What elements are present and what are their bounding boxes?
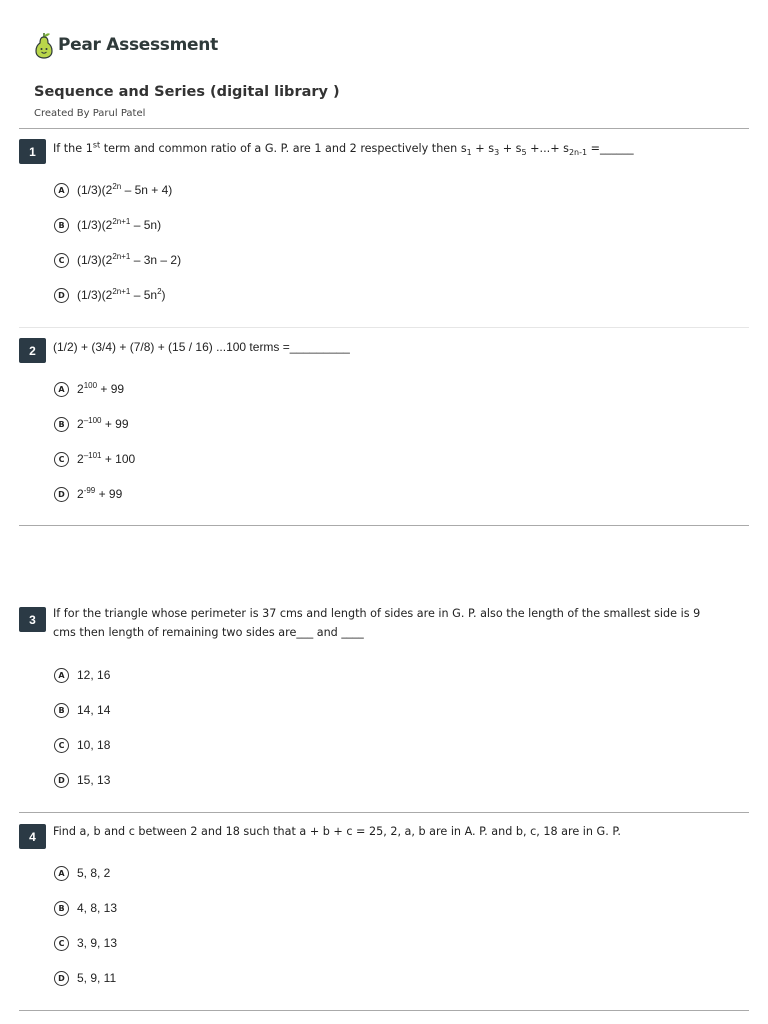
answer-option[interactable] <box>54 216 161 234</box>
option-letter-badge: B <box>54 218 69 233</box>
option-text: $2^{-100} + 99$ <box>77 416 129 431</box>
question-number: 2 <box>19 338 46 363</box>
question-number: 4 <box>19 824 46 849</box>
option-letter-badge: A <box>54 866 69 881</box>
option-letter-badge: D <box>54 773 69 788</box>
answer-option[interactable] <box>54 380 124 398</box>
option-text: 3, 9, 13 <box>77 936 118 950</box>
answer-option[interactable] <box>54 864 110 882</box>
option-text: $(1/3)(2^{2n+1} - 5n^2)$ <box>77 287 166 302</box>
document-title: Sequence and Series (digital library ) <box>34 84 340 100</box>
answer-option[interactable] <box>54 736 110 754</box>
answer-option[interactable] <box>54 969 116 987</box>
pear-icon <box>34 31 54 59</box>
answer-option[interactable] <box>54 485 122 503</box>
question-text: (1/2) + (3/4) + (7/8) + (15 / 16) ...100 terms =_________ <box>53 340 350 354</box>
option-text: 4, 8, 13 <box>77 901 118 915</box>
document-creator: Created By Parul Patel <box>34 108 146 119</box>
option-text: 5, 9, 11 <box>77 971 117 985</box>
option-letter-badge: A <box>54 183 69 198</box>
answer-option[interactable] <box>54 450 135 468</box>
option-text: $2^{-101} + 100$ <box>77 451 136 466</box>
option-text: 5, 8, 2 <box>77 866 111 880</box>
option-text: $(1/3)(2^{2n+1} - 5n)$ <box>77 217 162 232</box>
question-text: Find a, b and c between 2 and 18 such that a + b + c = 25, 2, a, b are in A. P. and b, c, 18 are in G. P. <box>53 825 621 838</box>
option-letter-badge: A <box>54 382 69 397</box>
option-letter-badge: C <box>54 253 69 268</box>
option-text: $(1/3)(2^{2n+1} - 3n - 2)$ <box>77 252 182 267</box>
answer-option[interactable] <box>54 701 110 719</box>
option-letter-badge: A <box>54 668 69 683</box>
option-text: $2^{100} + 99$ <box>77 381 125 396</box>
option-letter-badge: D <box>54 288 69 303</box>
header-divider <box>19 128 749 129</box>
option-text: 10, 18 <box>77 738 111 752</box>
answer-option[interactable] <box>54 771 110 789</box>
option-letter-badge: B <box>54 417 69 432</box>
brand-name: Pear Assessment <box>58 35 218 55</box>
answer-option[interactable] <box>54 934 117 952</box>
question-divider <box>19 327 749 328</box>
question-text: If for the triangle whose perimeter is 37 cms and length of sides are in G. P. also the length of the smallest side is 9 cms then length of remaining two sides are___ and ____ <box>53 607 701 639</box>
answer-option[interactable] <box>54 251 181 269</box>
option-text: 15, 13 <box>77 773 111 787</box>
option-letter-badge: B <box>54 901 69 916</box>
brand-logo <box>34 30 218 60</box>
question-divider <box>19 812 749 813</box>
option-text: $2^{-99} + 99$ <box>77 486 123 501</box>
answer-option[interactable] <box>54 899 117 917</box>
question-divider <box>19 1010 749 1011</box>
answer-option[interactable] <box>54 286 166 304</box>
question-text: If the 1st term and common ratio of a G. P. are 1 and 2 respectively then $s_1 + s_3 + s_5$ +...+ $s_{2n-1}$ =______ <box>53 140 634 158</box>
option-text: 14, 14 <box>77 703 111 717</box>
question-divider <box>19 525 749 526</box>
option-letter-badge: C <box>54 452 69 467</box>
question-number: 3 <box>19 607 46 632</box>
question-number: 1 <box>19 139 46 164</box>
option-letter-badge: C <box>54 738 69 753</box>
option-letter-badge: B <box>54 703 69 718</box>
answer-option[interactable] <box>54 181 172 199</box>
option-letter-badge: D <box>54 971 69 986</box>
option-letter-badge: C <box>54 936 69 951</box>
option-text: $(1/3)(2^{2n} - 5n + 4)$ <box>77 182 173 197</box>
option-text: 12, 16 <box>77 668 111 682</box>
option-letter-badge: D <box>54 487 69 502</box>
answer-option[interactable] <box>54 415 129 433</box>
answer-option[interactable] <box>54 666 110 684</box>
